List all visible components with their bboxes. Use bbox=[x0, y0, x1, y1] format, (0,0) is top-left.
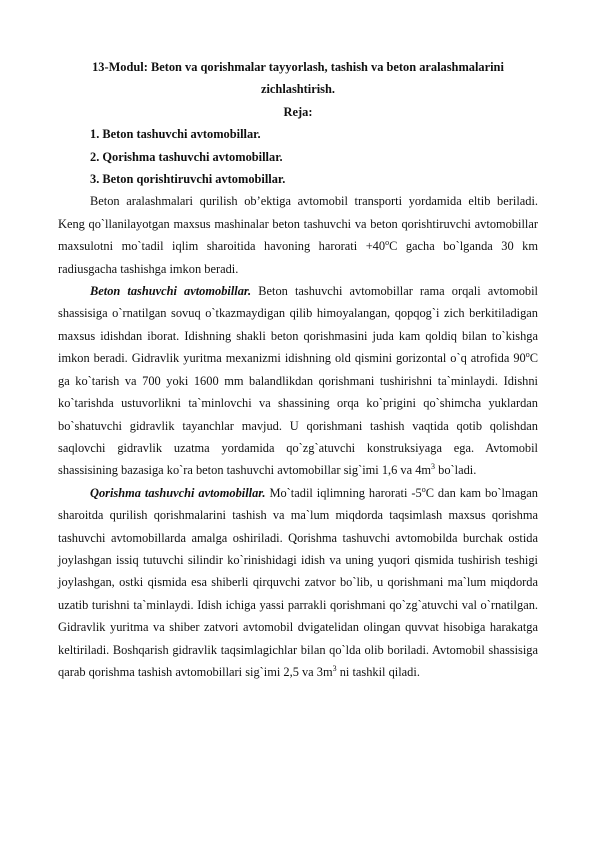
section1-cubic-sup: 3 bbox=[431, 462, 436, 472]
section-concrete-trucks bbox=[58, 280, 538, 482]
section2-lead: Qorishma tashuvchi avtomobillar. bbox=[90, 485, 266, 500]
module-title: 13-Modul: Beton va qorishmalar tayyorlash, tashish va beton aralashmalarini zichlashtirish. bbox=[92, 60, 504, 97]
intro-paragraph bbox=[58, 190, 538, 280]
document-page bbox=[58, 56, 538, 683]
section1-degree-sup: o bbox=[525, 350, 530, 360]
section1-text-3: bo`ladi. bbox=[435, 463, 477, 478]
section1-lead: Beton tashuvchi avtomobillar. bbox=[90, 284, 252, 299]
section1-text-2: C ga ko`tarish va 700 yoki 1600 mm balandlikdan qorishmani tushirishni ta`minlaydi. Idishni ko`tarishda ustuvorlikni ta`minlovchi va shassining orqa ko`prigini qo`shimcha yuklardan bo`shatuvchi gidravlik tayanchlar mavjud. U qorishmani tashish vaqtida qotib qolishdan saqlovchi gidravlik uzatma yordamida qo`zg`atuvchi konstruksiyaga ega. Avtomobil shassisining bazasiga ko`ra beton tashuvchi avtomobillar sig`imi 1,6 va 4m bbox=[58, 351, 538, 478]
plan-item-3: 3. Beton qorishtiruvchi avtomobillar. bbox=[90, 172, 286, 187]
degree-sup: o bbox=[385, 238, 390, 248]
intro-text-1: Beton aralashmalari qurilish ob’ektiga avtomobil transporti yordamida eltib beriladi. Keng qo`llanilayotgan maxsus mashinalar beton tashuvchi va beton qorishtiruvchi avtomobillar maxsulotni mo`tadil iqlim sharoitida havoning harorati +40 bbox=[58, 194, 538, 254]
section2-degree-sup: o bbox=[421, 484, 426, 494]
section2-text-3: ni tashkil qiladi. bbox=[336, 664, 420, 679]
section2-cubic-sup: 3 bbox=[332, 663, 337, 673]
section2-text-1: Mo`tadil iqlimning harorati -5 bbox=[265, 485, 422, 500]
section1-text-1: Beton tashuvchi avtomobillar rama orqali avtomobil shassisiga o`rnatilgan sovuq o`tkazmaydigan qilib himoyalangan, qopqog`i zich berkitiladigan maxsus idishdan iborat. Idishning shakli beton qorishmasini juda kam qoldiq bilan to`kishga imkon beradi. Gidravlik yuritma mexanizmi idishning old qismini gorizontal o`q atrofida 90 bbox=[58, 284, 538, 366]
plan-heading: Reja: bbox=[283, 104, 313, 119]
section-mortar-trucks bbox=[58, 482, 538, 684]
plan-item-1: 1. Beton tashuvchi avtomobillar. bbox=[90, 127, 261, 142]
plan-item-2: 2. Qorishma tashuvchi avtomobillar. bbox=[90, 149, 283, 164]
intro-text-2: C gacha bo`lganda 30 km radiusgacha tashishga imkon beradi. bbox=[58, 239, 538, 276]
section2-text-2: C dan kam bo`lmagan sharoitda qurilish qorishmalarini tashish va ma`lum miqdorda taqsimlash maxsus qorishma tashuvchi avtomobillarda amalga oshiriladi. Qorishma tashuvchi avtomobilda burchak ostida joylashgan issiq tutuvchi silindir ko`rinishidagi idish va uning yuqori qismida tushirish teshigi joylashgan, ostki qismida esa shiberli qirquvchi zatvor bo`lib, u qorishmani ma`lum miqdorda uzatib turishni ta`minlaydi. Idish ichiga yassi parrakli qorishmani qo`zg`atuvchi val o`rnatilgan. Gidravlik yuritma va shiber zatvori avtomobil dvigatelidan olingan quvvat hisobiga harakatga keltiriladi. Boshqarish gidravlik taqsimlagichlar bilan qo`lda olib boriladi. Avtomobil shassisiga qarab qorishma tashish avtomobillari sig`imi 2,5 va 3m bbox=[58, 485, 538, 679]
